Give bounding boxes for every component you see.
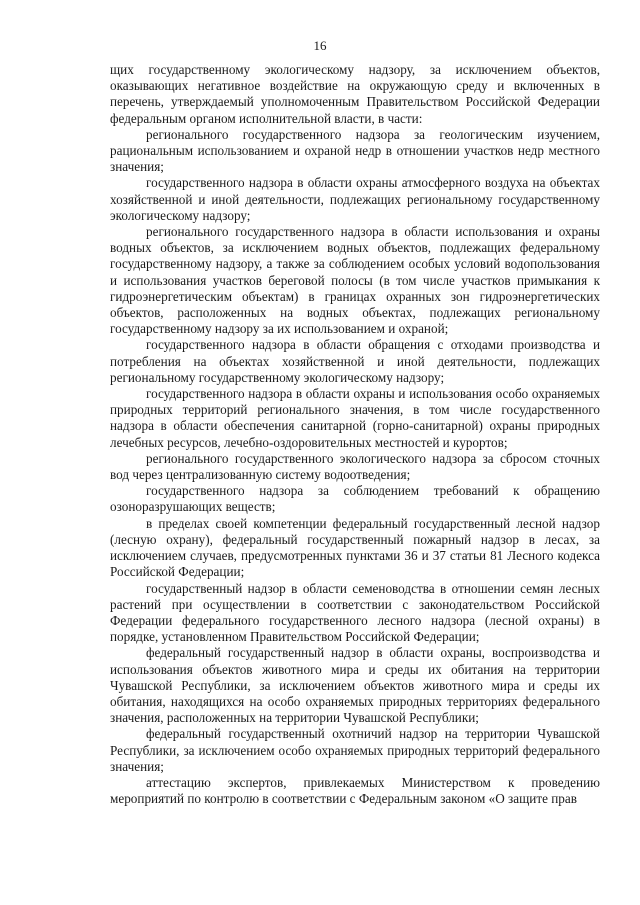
paragraph-seed-production: государственный надзор в области семеноводства в отношении семян лесных растений при осуществлении в соответствии с законодательством Российской Федерации федерального государственного лесного надзора (лесной охраны) в порядке, установленном Правительством Российской Федерации; <box>110 580 600 645</box>
paragraph-ozone-substances: государственного надзора за соблюдением требований к обращению озоноразрушающих веществ; <box>110 483 600 515</box>
paragraph-protected-territories: государственного надзора в области охраны и использования особо охраняемых природных территорий регионального значения, в том числе государственного надзора в области обеспечения санитарной (горно-санитарной) охраны природных лечебных ресурсов, лечебно-оздоровительных местностей и курортов; <box>110 386 600 450</box>
paragraph-forest-supervision: в пределах своей компетенции федеральный государственный лесной надзор (лесную охрану), федеральный государственный пожарный надзор в лесах, за исключением случаев, предусмотренных пунктами 36 и 37 статьи 81 Лесного кодекса Российской Федерации; <box>110 515 600 580</box>
paragraph-continuation: щих государственному экологическому надзору, за исключением объектов, оказывающих негативное воздействие на окружающую среду и включенных в перечень, утверждаемый уполномоченным Правительством Российской Федерации федеральным органом исполнительной власти, в части: <box>110 62 600 126</box>
paragraph-wildlife-supervision: федеральный государственный надзор в области охраны, воспроизводства и использования объектов животного мира и среды их обитания на территории Чувашской Республики, за исключением объектов животного мира и среды их обитания, находящихся на особо охраняемых природных территориях федерального значения, расположенных на территории Чувашской Республики; <box>110 645 600 726</box>
paragraph-water-objects: регионального государственного надзора в области использования и охраны водных объектов, за исключением водных объектов, подлежащих федеральному государственному надзору, а также за соблюдением особых условий водопользования и использования участков береговой полосы (в том числе участков примыкания к гидроэнергетическим объектам) в границах охранных зон гидроэнергетических объектов, расположенных на водных объектах, подлежащих региональному государственному надзору за их использованием и охраной; <box>110 224 600 337</box>
paragraph-hunting-supervision: федеральный государственный охотничий надзор на территории Чувашской Республики, за исключением особо охраняемых природных территорий федерального значения; <box>110 726 600 774</box>
paragraph-expert-certification: аттестацию экспертов, привлекаемых Министерством к проведению мероприятий по контролю в соответствии с Федеральным законом «О защите прав <box>110 774 600 807</box>
paragraph-geological-supervision: регионального государственного надзора за геологическим изучением, рациональным использованием и охраной недр в отношении участков недр местного значения; <box>110 126 600 175</box>
paragraph-waste-management: государственного надзора в области обращения с отходами производства и потребления на объектах хозяйственной и иной деятельности, подлежащих региональному государственному экологическому надзору; <box>110 337 600 385</box>
paragraph-air-protection: государственного надзора в области охраны атмосферного воздуха на объектах хозяйственной и иной деятельности, подлежащих региональному государственному экологическому надзору; <box>110 175 600 223</box>
document-body <box>110 62 600 807</box>
page-number: 16 <box>313 38 327 53</box>
paragraph-wastewater: регионального государственного экологического надзора за сбросом сточных вод через централизованную систему водоотведения; <box>110 450 600 483</box>
